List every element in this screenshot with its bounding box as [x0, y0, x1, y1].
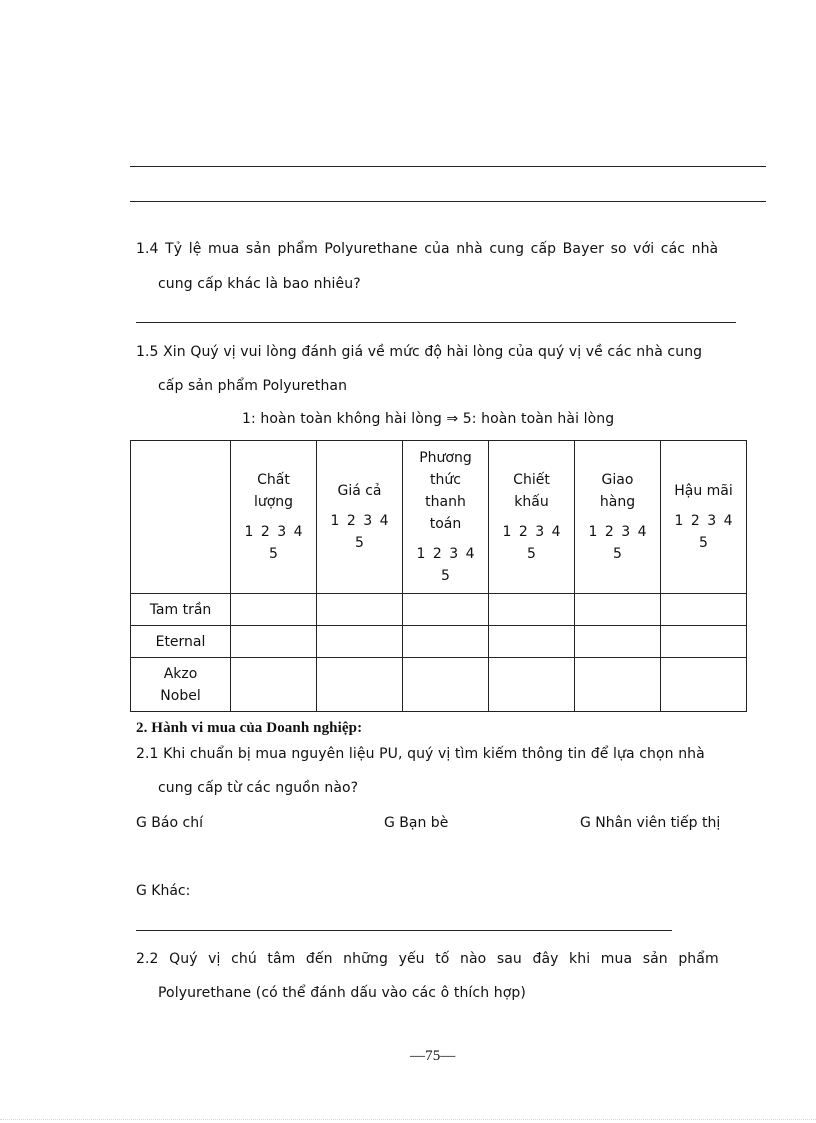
rating-cell[interactable]	[317, 658, 403, 712]
rating-cell[interactable]	[575, 594, 661, 626]
row-label-text: Eternal	[155, 633, 206, 650]
answer-line-1-4	[136, 322, 736, 323]
header-scale: 5	[441, 568, 450, 584]
page-bottom-divider	[0, 1119, 816, 1120]
header-gia-ca	[317, 441, 403, 594]
row-label	[131, 626, 231, 658]
header-label: Phương	[419, 450, 472, 466]
rating-cell[interactable]	[317, 626, 403, 658]
page-number: —75—	[410, 1048, 456, 1064]
answer-line-2	[130, 201, 766, 202]
header-giao-hang	[575, 441, 661, 594]
question-1-5-line-2: cấp sản phẩm Polyurethan	[158, 378, 348, 394]
header-hau-mai	[661, 441, 747, 594]
rating-cell[interactable]	[661, 594, 747, 626]
rating-cell[interactable]	[489, 658, 575, 712]
rating-cell[interactable]	[231, 626, 317, 658]
rating-cell[interactable]	[489, 626, 575, 658]
header-label: lượng	[253, 494, 294, 510]
rating-cell[interactable]	[403, 594, 489, 626]
question-1-4-line-1: 1.4 Tỷ lệ mua sản phẩm Polyurethane của nhà cung cấp Bayer so với các nhà	[136, 241, 719, 257]
rating-cell[interactable]	[661, 658, 747, 712]
header-label: Giá cả	[337, 483, 382, 499]
header-scale: 5	[613, 546, 622, 562]
header-phuong-thuc-thanh-toan	[403, 441, 489, 594]
question-2-1-line-2: cung cấp từ các nguồn nào?	[158, 780, 359, 796]
rating-cell[interactable]	[231, 594, 317, 626]
header-scale: 1 2 3 4	[588, 524, 647, 540]
option-nhan-vien-tiep-thi[interactable]: G Nhân viên tiếp thị	[580, 815, 721, 831]
rating-cell[interactable]	[575, 658, 661, 712]
option-bao-chi[interactable]: G Báo chí	[136, 815, 203, 831]
question-1-4-line-2: cung cấp khác là bao nhiêu?	[158, 276, 361, 292]
header-label: Chiết	[513, 472, 550, 488]
header-scale: 1 2 3 4	[244, 524, 303, 540]
rating-cell[interactable]	[661, 626, 747, 658]
answer-line-1	[130, 166, 766, 167]
header-label: thanh	[425, 494, 466, 510]
header-label: Giao	[601, 472, 634, 488]
header-label: hàng	[599, 494, 636, 510]
section-2-heading: 2. Hành vi mua của Doanh nghiệp:	[136, 720, 363, 736]
header-scale: 5	[355, 535, 364, 551]
answer-line-khac[interactable]	[136, 930, 672, 931]
table-row	[131, 658, 747, 712]
option-khac[interactable]: G Khác:	[136, 883, 191, 899]
table-header-row	[131, 441, 747, 594]
rating-cell[interactable]	[403, 626, 489, 658]
header-label: khấu	[514, 494, 549, 510]
row-label-text: Nobel	[160, 687, 201, 704]
table-row	[131, 594, 747, 626]
header-label: Chất	[257, 472, 290, 488]
row-label	[131, 594, 231, 626]
option-ban-be[interactable]: G Bạn bè	[384, 815, 449, 831]
header-scale: 5	[699, 535, 708, 551]
table-corner-cell	[131, 441, 231, 594]
header-label: thức	[430, 472, 461, 488]
header-scale: 1 2 3 4	[502, 524, 561, 540]
row-label-text: Akzo	[163, 665, 198, 682]
question-2-2-line-2: Polyurethane (có thể đánh dấu vào các ô thích hợp)	[158, 985, 526, 1001]
question-2-1-line-1: 2.1 Khi chuẩn bị mua nguyên liệu PU, quý vị tìm kiếm thông tin để lựa chọn nhà	[136, 746, 705, 762]
rating-cell[interactable]	[489, 594, 575, 626]
header-label: Hậu mãi	[674, 483, 733, 499]
question-2-2-line-1: 2.2 Quý vị chú tâm đến những yếu tố nào sau đây khi mua sản phẩm	[136, 951, 719, 967]
rating-cell[interactable]	[317, 594, 403, 626]
header-chat-luong	[231, 441, 317, 594]
table-row	[131, 626, 747, 658]
header-scale: 1 2 3 4	[416, 546, 475, 562]
rating-cell[interactable]	[403, 658, 489, 712]
supplier-rating-table	[130, 440, 747, 712]
rating-cell[interactable]	[231, 658, 317, 712]
header-scale: 5	[527, 546, 536, 562]
header-scale: 1 2 3 4	[674, 513, 733, 529]
row-label-text: Tam trần	[149, 601, 212, 618]
rating-scale-legend: 1: hoàn toàn không hài lòng ⇒ 5: hoàn toàn hài lòng	[242, 411, 615, 427]
header-scale: 5	[269, 546, 278, 562]
rating-cell[interactable]	[575, 626, 661, 658]
row-label	[131, 658, 231, 712]
question-1-5-line-1: 1.5 Xin Quý vị vui lòng đánh giá về mức độ hài lòng của quý vị về các nhà cung	[136, 344, 703, 360]
header-scale: 1 2 3 4	[330, 513, 389, 529]
header-label: toán	[429, 516, 462, 532]
header-chiet-khau	[489, 441, 575, 594]
